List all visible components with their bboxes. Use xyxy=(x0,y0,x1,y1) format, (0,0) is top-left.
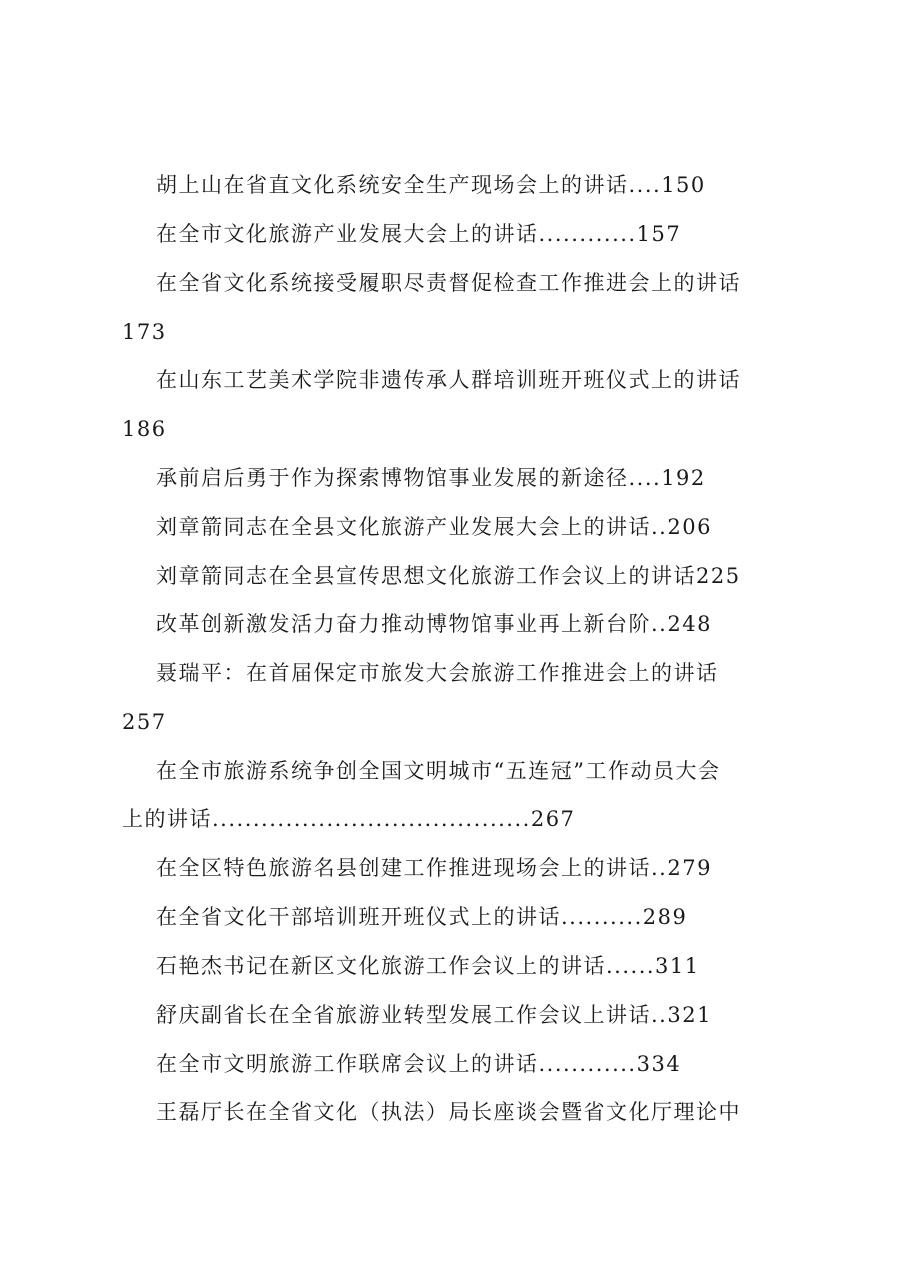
toc-entry: 在山东工艺美术学院非遗传承人群培训班开班仪式上的讲话 xyxy=(156,368,741,392)
toc-entry: 在全市文化旅游产业发展大会上的讲话............157 xyxy=(156,222,682,246)
toc-entry: 在全省文化系统接受履职尽责督促检查工作推进会上的讲话 xyxy=(156,271,741,295)
toc-entry: 承前启后勇于作为探索博物馆事业发展的新途径....192 xyxy=(156,466,706,490)
toc-page-number: 186 xyxy=(122,417,167,441)
toc-page-number: 173 xyxy=(122,320,167,344)
toc-entry: 王磊厅长在全省文化（执法）局长座谈会暨省文化厅理论中 xyxy=(156,1100,741,1124)
toc-entry: 刘章箭同志在全县宣传思想文化旅游工作会议上的讲话225 xyxy=(156,564,741,588)
toc-entry: 改革创新激发活力奋力推动博物馆事业再上新台阶..248 xyxy=(156,612,712,636)
toc-entry: 在全省文化干部培训班开班仪式上的讲话..........289 xyxy=(156,905,688,929)
toc-entry: 在全市旅游系统争创全国文明城市“五连冠”工作动员大会 xyxy=(156,759,721,783)
toc-entry: 舒庆副省长在全省旅游业转型发展工作会议上讲话..321 xyxy=(156,1003,712,1027)
toc-entry: 在全市文明旅游工作联席会议上的讲话............334 xyxy=(156,1052,682,1076)
toc-entry: 胡上山在省直文化系统安全生产现场会上的讲话....150 xyxy=(156,173,706,197)
toc-entry-continuation: 上的讲话.......................................267 xyxy=(122,807,576,831)
toc-page-number: 257 xyxy=(122,710,167,734)
toc-entry: 在全区特色旅游名县创建工作推进现场会上的讲话..279 xyxy=(156,856,712,880)
toc-entry: 石艳杰书记在新区文化旅游工作会议上的讲话......311 xyxy=(156,954,700,978)
toc-entry: 聂瑞平：在首届保定市旅发大会旅游工作推进会上的讲话 xyxy=(156,661,719,685)
toc-entry: 刘章箭同志在全县文化旅游产业发展大会上的讲话..206 xyxy=(156,515,712,539)
